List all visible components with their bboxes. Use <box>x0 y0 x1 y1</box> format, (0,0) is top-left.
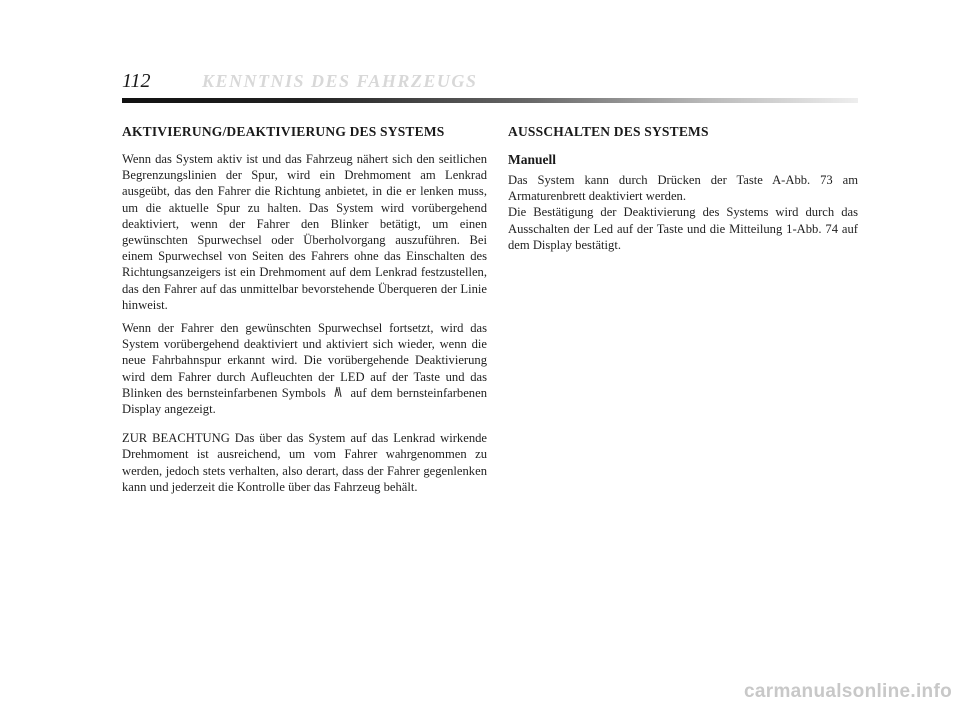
header-rule <box>122 98 858 103</box>
paragraph-activation-1: Wenn das System aktiv ist und das Fahrzeug nähert sich den seitlichen Begrenzungslinien der Spur, wird ein Drehmoment am Lenkrad ausgeübt, das den Fahrer die Richtung anbietet, in die er lenken muss, um die aktuelle Spur zu halten. Das System wird vorübergehend deaktiviert, wenn der Fahrer den Blinker betätigt, um einen gewünschten Spurwechsel oder Überholvorgang auszuführen. Bei einem Spurwechsel von Seiten des Fahrers ohne das Einschalten des Richtungsanzeigers ist ein Drehmoment auf dem Lenkrad festzustellen, das den Fahrer auf das unmittelbar bevorstehende Überqueren der Linie hinweist. <box>122 152 487 312</box>
page-number: 112 <box>122 70 151 92</box>
paragraph-activation-2 <box>122 320 487 417</box>
paragraph-activation-2-end: auf dem bernsteinfarbenen Display angezeigt. <box>122 385 487 417</box>
subheading-manual: Manuell <box>508 152 557 167</box>
running-title: KENNTNIS DES FAHRZEUGS <box>202 71 478 91</box>
section-heading-activation: AKTIVIERUNG/DEAKTIVIERUNG DES SYSTEMS <box>122 124 445 139</box>
paragraph-activation-2-start: Wenn der Fahrer den gewünschten Spurwechsel fortsetzt, wird das System vorübergehend deaktiviert und aktiviert sich wieder, wenn die neue Fahrbahnspur erkannt wird. Die vorübergehende Deaktivierung wird dem Fahrer durch Aufleuchten der LED auf der Taste und das Blinken des bernsteinfarbenen Symbols <box>122 321 487 400</box>
paragraph-shutdown-1: Das System kann durch Drücken der Taste A-Abb. 73 am Armaturenbrett deaktiviert werden. <box>508 173 858 204</box>
paragraph-shutdown-2: Die Bestätigung der Deaktivierung des Systems wird durch das Ausschalten der Led auf der Taste und die Mitteilung 1-Abb. 74 auf dem Display bestätigt. <box>508 205 858 252</box>
page-header <box>122 70 858 110</box>
watermark: carmanualsonline.info <box>744 681 952 702</box>
left-column <box>122 124 487 502</box>
section-heading-shutdown: AUSSCHALTEN DES SYSTEMS <box>508 124 709 139</box>
note-paragraph: ZUR BEACHTUNG Das über das System auf das Lenkrad wirkende Drehmoment ist ausreichend, um vom Fahrer wahrgenommen zu werden, jedoch stets verhalten, also derart, dass der Fahrer gegenlenken kann und jederzeit die Kontrolle über das Fahrzeug behält. <box>122 431 487 494</box>
lane-keep-assist-icon <box>332 386 344 398</box>
right-column <box>508 124 858 260</box>
